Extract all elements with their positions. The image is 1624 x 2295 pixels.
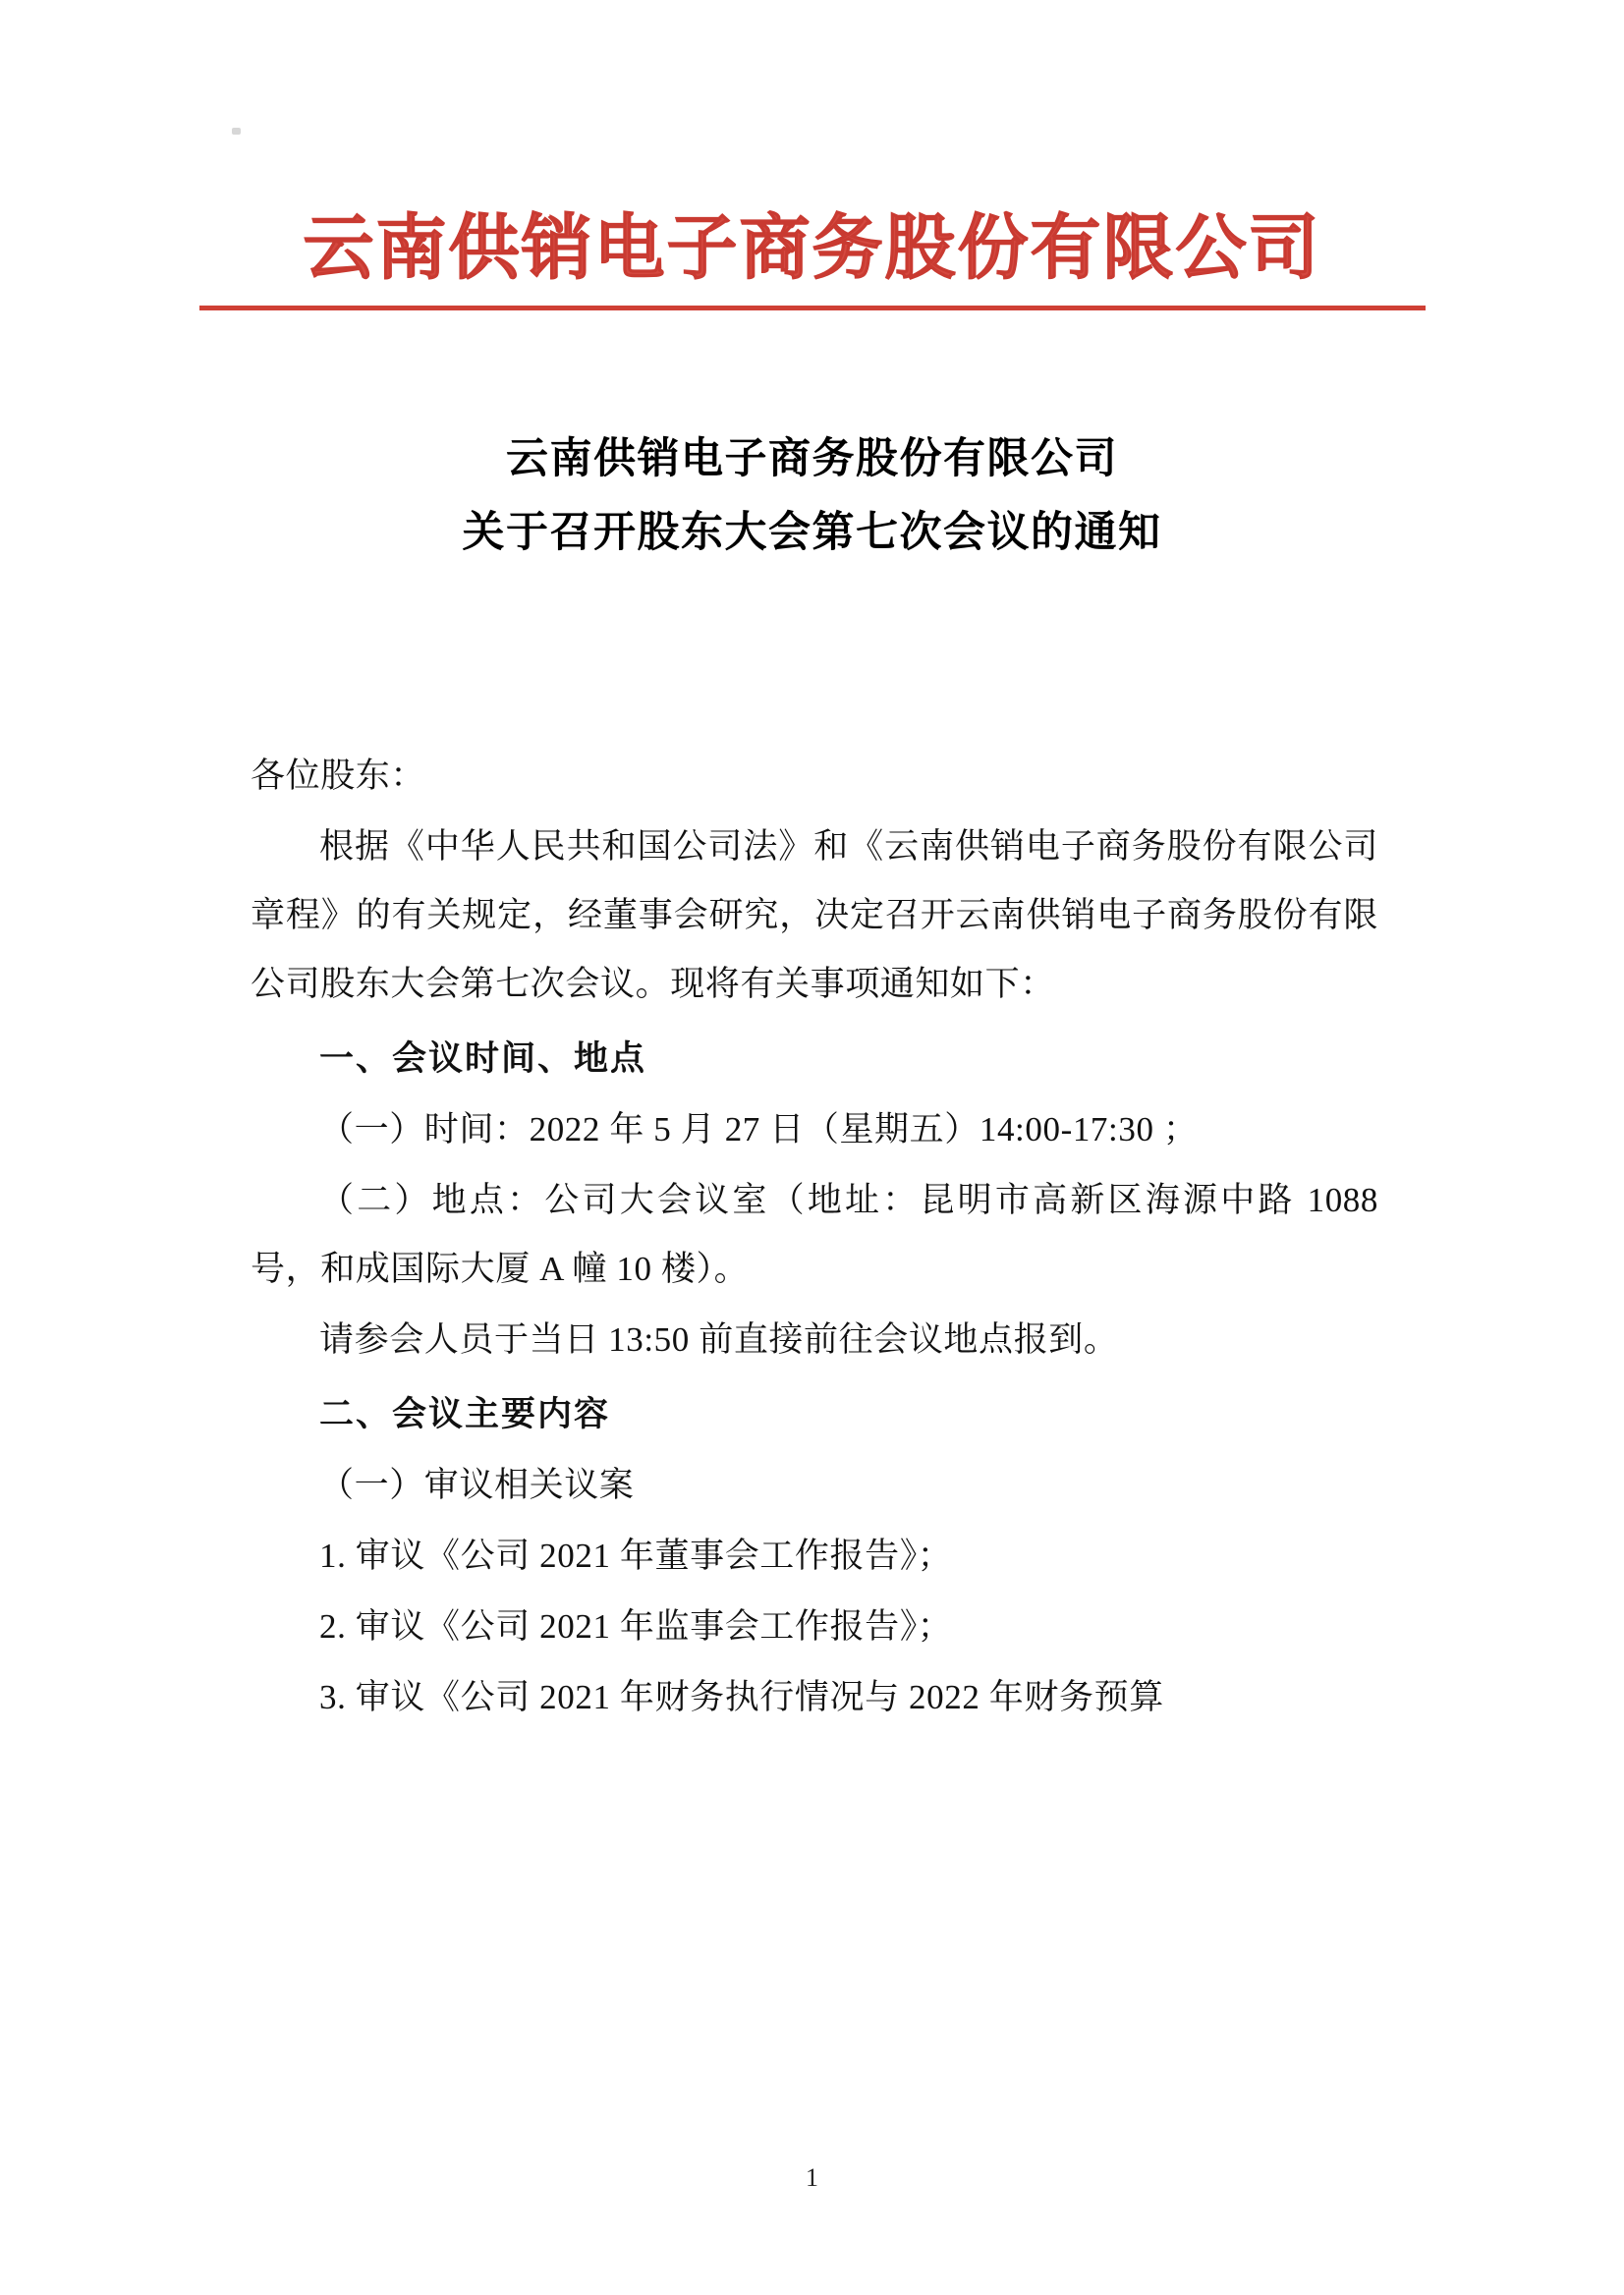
letterhead-company-name: 云南供销电子商务股份有限公司 <box>303 205 1321 289</box>
section-2-subheading-1: （一）审议相关议案 <box>319 1466 635 1504</box>
agenda-item-3: 3. 审议《公司 2021 年财务执行情况与 2022 年财务预算 <box>319 1678 1164 1716</box>
letterhead-divider <box>199 306 1426 310</box>
intro-paragraph: 根据《中华人民共和国公司法》和《云南供销电子商务股份有限公司章程》的有关规定，经董事会研究，决定召开云南供销电子商务股份有限公司股东大会第七次会议。现将有关事项通知如下： <box>251 827 1378 1003</box>
scan-artifact-speck <box>232 128 241 135</box>
section-1-note: 请参会人员于当日 13:50 前直接前往会议地点报到。 <box>319 1320 1119 1359</box>
document-title <box>0 422 1624 571</box>
section-heading-2: 二、会议主要内容 <box>319 1395 611 1434</box>
agenda-item-1: 1. 审议《公司 2021 年董事会工作报告》； <box>319 1537 953 1575</box>
section-heading-1: 一、会议时间、地点 <box>319 1039 647 1079</box>
section-1-item-1: （一）时间：2022 年 5 月 27 日（星期五）14:00-17:30 ； <box>319 1110 1199 1148</box>
section-1-item-2: （二）地点：公司大会议室（地址：昆明市高新区海源中路 1088 号，和成国际大厦 A 幢 10 楼）。 <box>251 1181 1378 1288</box>
agenda-item-2: 2. 审议《公司 2021 年监事会工作报告》； <box>319 1607 953 1646</box>
document-title-line-2: 关于召开股东大会第七次会议的通知 <box>462 508 1162 558</box>
document-body <box>251 742 1378 1734</box>
page-number: 1 <box>806 2163 818 2192</box>
salutation: 各位股东： <box>251 756 426 795</box>
letterhead <box>0 205 1624 310</box>
document-title-line-1: 云南供销电子商务股份有限公司 <box>506 434 1118 483</box>
